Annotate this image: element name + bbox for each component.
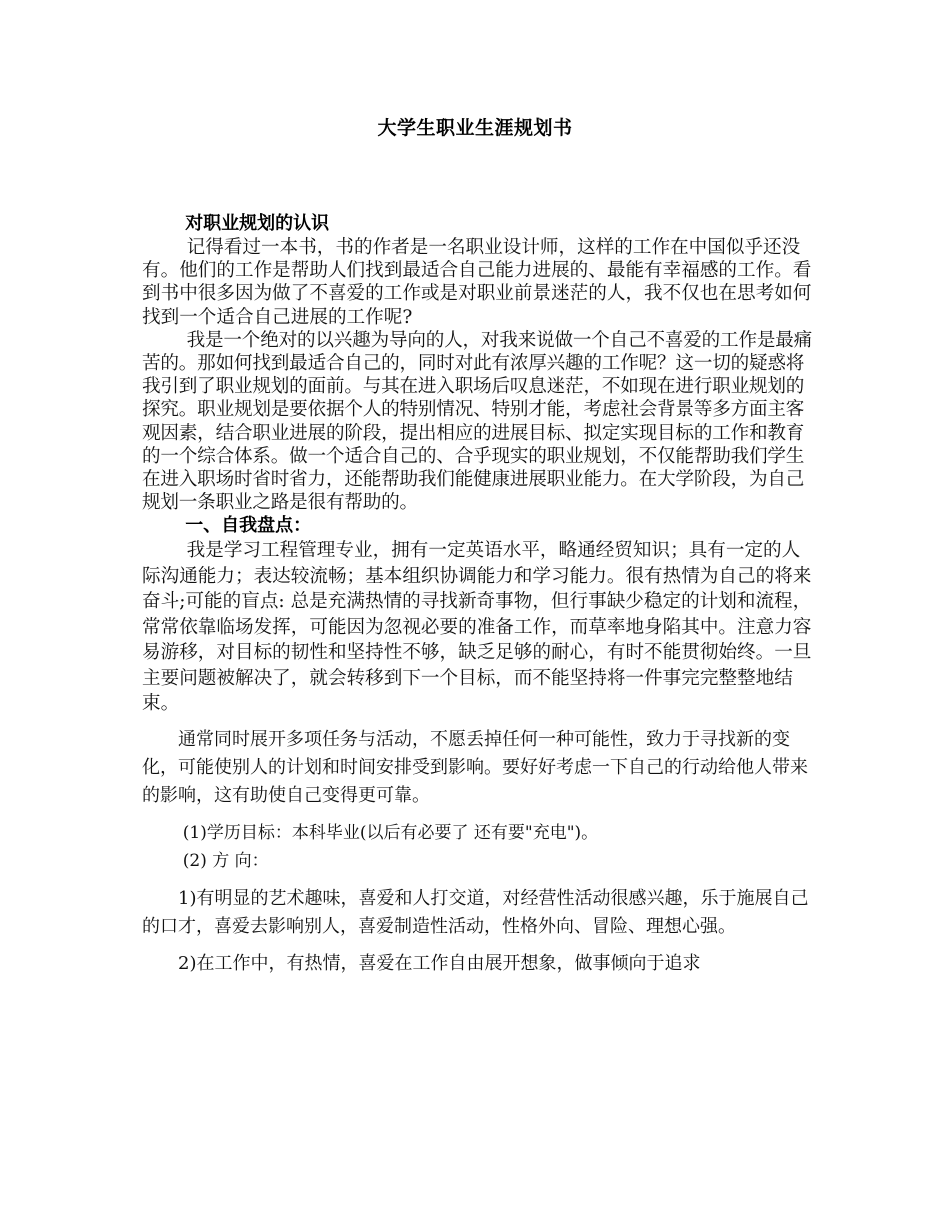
section-heading-self-inventory: 一、自我盘点： bbox=[185, 515, 312, 537]
multitask-paragraph: 通常同时展开多项任务与活动，不愿丢掉任何一种可能性，致力于寻找新的变化，可能使别人的计划和时间安排受到影响。要好好考虑一下自己的行动给他人带来的影响，这有助使自己变得更可靠。 bbox=[142, 728, 808, 806]
goal-direction: (2) 方 向： bbox=[182, 850, 269, 871]
document-title: 大学生职业生涯规划书 bbox=[377, 117, 573, 139]
goal-education: (1)学历目标：本科毕业(以后有必要了 还有要"充电")。 bbox=[182, 822, 599, 843]
self-inventory-paragraph: 我是学习工程管理专业，拥有一定英语水平，略通经贸知识；具有一定的人际沟通能力；表达较流畅；基本组织协调能力和学习能力。很有热情为自己的将来奋斗;可能的盲点: 总是充满热情的寻找新奇事物，但行事缺少稳定的计划和流程，常常依靠临场发挥，可能因为忽视必要的准备工作，而草率地身陷其中。注意力容易游移，对目标的韧性和坚持性不够，缺乏足够的耐心，有时不能贯彻始终。一旦主要问题被解决了，就会转移到下一个目标，而不能坚持将一件事完完整整地结束。 bbox=[142, 540, 812, 715]
intro-paragraph-2: 我是一个绝对的以兴趣为导向的人，对我来说做一个自己不喜爱的工作是最痛苦的。那如何找到最适合自己的，同时对此有浓厚兴趣的工作呢？这一切的疑惑将我引到了职业规划的面前。与其在进入职场后叹息迷茫，不如现在进行职业规划的探究。职业规划是要依据个人的特别情况、特别才能，考虑社会背景等多方面主客观因素，结合职业进展的阶段，提出相应的进展目标、拟定实现目标的工作和教育的一个综合体系。做一个适合自己的、合乎现实的职业规划，不仅能帮助我们学生在进入职场时省时省力，还能帮助我们能健康进展职业能力。在大学阶段，为自己规划一条职业之路是很有帮助的。 bbox=[142, 329, 813, 514]
document-body bbox=[142, 212, 812, 978]
paragraph-spacer bbox=[142, 941, 812, 950]
paragraph-spacer bbox=[142, 875, 812, 885]
intro-paragraph-1: 记得看过一本书，书的作者是一名职业设计师，这样的工作在中国似乎还没有。他们的工作是帮助人们找到最适合自己能力进展的、最能有幸福感的工作。看到书中很多因为做了不喜爱的工作或是对职业前景迷茫的人，我不仅也在思考如何找到一个适合自己进展的工作呢? bbox=[142, 237, 812, 328]
direction-point-2: 2)在工作中，有热情，喜爱在工作自由展开想象，做事倾向于追求 bbox=[178, 952, 701, 974]
paragraph-spacer bbox=[142, 717, 812, 726]
paragraph-spacer bbox=[142, 810, 812, 819]
direction-point-1: 1)有明显的艺术趣味，喜爱和人打交道，对经营性活动很感兴趣，乐于施展自己的口才，喜爱去影响别人，喜爱制造性活动，性格外向、冒险、理想心强。 bbox=[142, 887, 809, 937]
section-heading-career-planning: 对职业规划的认识 bbox=[185, 213, 330, 234]
